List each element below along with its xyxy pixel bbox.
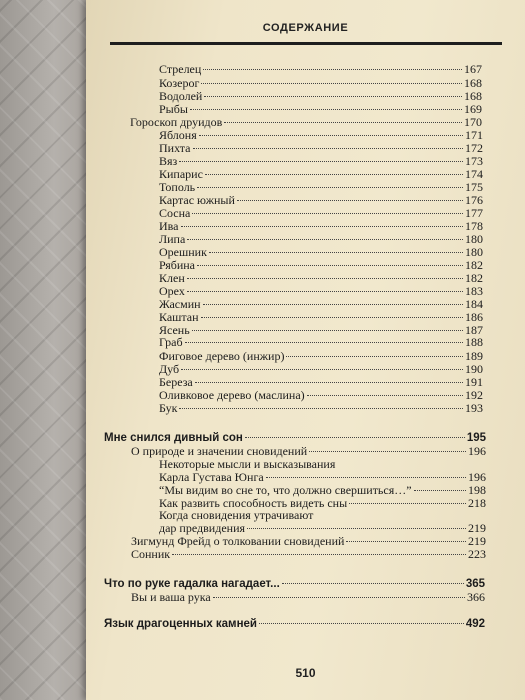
toc-leader-dots (282, 583, 464, 584)
toc-leader-dots (203, 69, 462, 70)
toc-entry-page: 223 (468, 547, 486, 561)
toc-leader-dots (197, 265, 463, 266)
toc-entry-page: 219 (468, 521, 486, 535)
toc-entry-page: 171 (465, 128, 483, 142)
toc-entry-page: 196 (468, 444, 486, 458)
toc-entry-page: 173 (465, 154, 483, 168)
toc-entry-page: 176 (465, 193, 483, 207)
toc-leader-dots (224, 122, 462, 123)
toc-leader-dots (259, 623, 464, 624)
toc-entry-title: Ясень (159, 323, 190, 337)
toc-entry-page: 180 (465, 232, 483, 246)
toc-entry-page: 187 (465, 323, 483, 337)
toc-entry-title: Как развить способность видеть сны (159, 496, 348, 510)
book-page (86, 0, 525, 700)
toc-leader-dots (414, 490, 466, 491)
toc-leader-dots (190, 109, 462, 110)
toc-entry-page: 186 (465, 310, 483, 324)
toc-leader-dots (266, 477, 466, 478)
toc-entry-title: Зигмунд Фрейд о толковании сновидений (131, 534, 345, 548)
toc-leader-dots (172, 554, 466, 555)
toc-entry-title: Липа (159, 232, 186, 246)
toc-entry-title: Козерог (159, 76, 200, 90)
quilted-fabric-background (0, 0, 90, 700)
toc-leader-dots (199, 135, 463, 136)
toc-entry-title: О природе и значении сновидений (131, 444, 308, 458)
toc-entry-title: Клен (159, 271, 185, 285)
toc-entry-page: 365 (465, 578, 485, 590)
toc-entry-title: Картас южный (159, 193, 235, 207)
toc-leader-dots (201, 317, 463, 318)
toc-leader-dots (245, 437, 465, 438)
toc-entry-page: 492 (465, 618, 485, 630)
toc-entry-title: Орешник (159, 245, 207, 259)
toc-leader-dots (179, 408, 463, 409)
toc-entry-title: Яблоня (159, 128, 197, 142)
toc-entry-title: Сонник (131, 547, 171, 561)
toc-entry-page: 168 (464, 89, 482, 103)
toc-entry-page: 219 (468, 534, 486, 548)
toc-entry (159, 400, 483, 416)
toc-entry-title: Некоторые мысли и высказывания (159, 457, 336, 471)
toc-entry-title: Оливковое дерево (маслина) (159, 388, 305, 402)
toc-leader-dots (237, 200, 463, 201)
toc-entry-page: 189 (465, 349, 483, 363)
toc-entry-title: Береза (159, 375, 193, 389)
toc-entry-page: 180 (465, 245, 483, 259)
toc-entry (131, 589, 485, 605)
toc-leader-dots (286, 356, 463, 357)
toc-entry-title: Сосна (159, 206, 191, 220)
toc-entry-page: 188 (465, 335, 483, 349)
toc-entry-page: 184 (465, 297, 483, 311)
toc-entry-title: Рябина (159, 258, 196, 272)
toc-entry-page: 168 (464, 76, 482, 90)
toc-section-entry (104, 616, 485, 632)
toc-entry-title: Пихта (159, 141, 191, 155)
toc-entry-page: 174 (465, 167, 483, 181)
toc-leader-dots (309, 451, 466, 452)
toc-entry-page: 193 (465, 401, 483, 415)
toc-leader-dots (204, 96, 462, 97)
toc-entry-title: Что по руке гадалка нагадает... (104, 578, 280, 590)
toc-entry-page: 175 (465, 180, 483, 194)
toc-entry-page: 182 (465, 271, 483, 285)
toc-entry-page: 183 (465, 284, 483, 298)
toc-entry-title: Тополь (159, 180, 196, 194)
toc-entry-title: Ива (159, 219, 179, 233)
toc-entry-title: Вы и ваша рука (131, 590, 211, 604)
toc-entry-title: Бук (159, 401, 178, 415)
toc-entry-title: Гороскоп друидов (130, 115, 223, 129)
toc-entry-page: 167 (464, 62, 482, 76)
toc-entry-title: Язык драгоценных камней (104, 618, 257, 630)
toc-leader-dots (201, 83, 462, 84)
toc-leader-dots (195, 382, 463, 383)
toc-leader-dots (346, 541, 466, 542)
toc-leader-dots (213, 597, 465, 598)
toc-entry-title: Вяз (159, 154, 178, 168)
toc-leader-dots (185, 342, 463, 343)
toc-entry-page: 366 (467, 590, 485, 604)
toc-entry-title: Стрелец (159, 62, 202, 76)
toc-entry-page: 196 (468, 470, 486, 484)
toc-entry-title: Мне снился дивный сон (104, 432, 243, 444)
toc-leader-dots (205, 174, 463, 175)
toc-leader-dots (197, 187, 463, 188)
toc-entry-page: 192 (465, 388, 483, 402)
toc-entry-page: 195 (466, 432, 486, 444)
toc-entry-title: Рыбы (159, 102, 188, 116)
toc-entry-page: 182 (465, 258, 483, 272)
toc-entry-title: Кипарис (159, 167, 203, 181)
toc-entry-page: 170 (464, 115, 482, 129)
toc-entry-title: Когда сновидения утрачивают (159, 508, 314, 522)
toc-leader-dots (187, 291, 463, 292)
toc-entry (131, 546, 486, 562)
toc-entry-page: 190 (465, 362, 483, 376)
toc-entry-title: дар предвидения (159, 521, 246, 535)
toc-entry-title: Граб (159, 335, 183, 349)
toc-leader-dots (209, 252, 463, 253)
toc-leader-dots (187, 239, 463, 240)
toc-entry-page: 198 (468, 483, 486, 497)
toc-entry-page: 169 (464, 102, 482, 116)
table-of-contents (86, 0, 525, 700)
toc-entry-title: Каштан (159, 310, 199, 324)
toc-leader-dots (179, 161, 463, 162)
toc-leader-dots (349, 503, 466, 504)
toc-leader-dots (192, 330, 463, 331)
toc-entry-title: Карла Густава Юнга (159, 470, 264, 484)
toc-entry-page: 178 (465, 219, 483, 233)
toc-entry-title: “Мы видим во сне то, что должно свершиться…” (159, 483, 412, 497)
toc-entry-page: 191 (465, 375, 483, 389)
toc-leader-dots (307, 395, 463, 396)
toc-leader-dots (203, 304, 463, 305)
page-number: 510 (295, 666, 316, 680)
toc-entry-page: 177 (465, 206, 483, 220)
toc-entry-page: 218 (468, 496, 486, 510)
toc-entry-title: Дуб (159, 362, 180, 376)
page-header: СОДЕРЖАНИЕ (262, 22, 349, 34)
toc-entry-title: Жасмин (159, 297, 201, 311)
toc-leader-dots (181, 226, 464, 227)
toc-entry-title: Водолей (159, 89, 203, 103)
toc-entry-page: 172 (465, 141, 483, 155)
toc-leader-dots (247, 528, 466, 529)
toc-leader-dots (193, 148, 463, 149)
toc-entry-title: Фиговое дерево (инжир) (159, 349, 285, 363)
toc-leader-dots (192, 213, 463, 214)
toc-leader-dots (187, 278, 463, 279)
toc-entry-title: Орех (159, 284, 185, 298)
toc-leader-dots (181, 369, 463, 370)
